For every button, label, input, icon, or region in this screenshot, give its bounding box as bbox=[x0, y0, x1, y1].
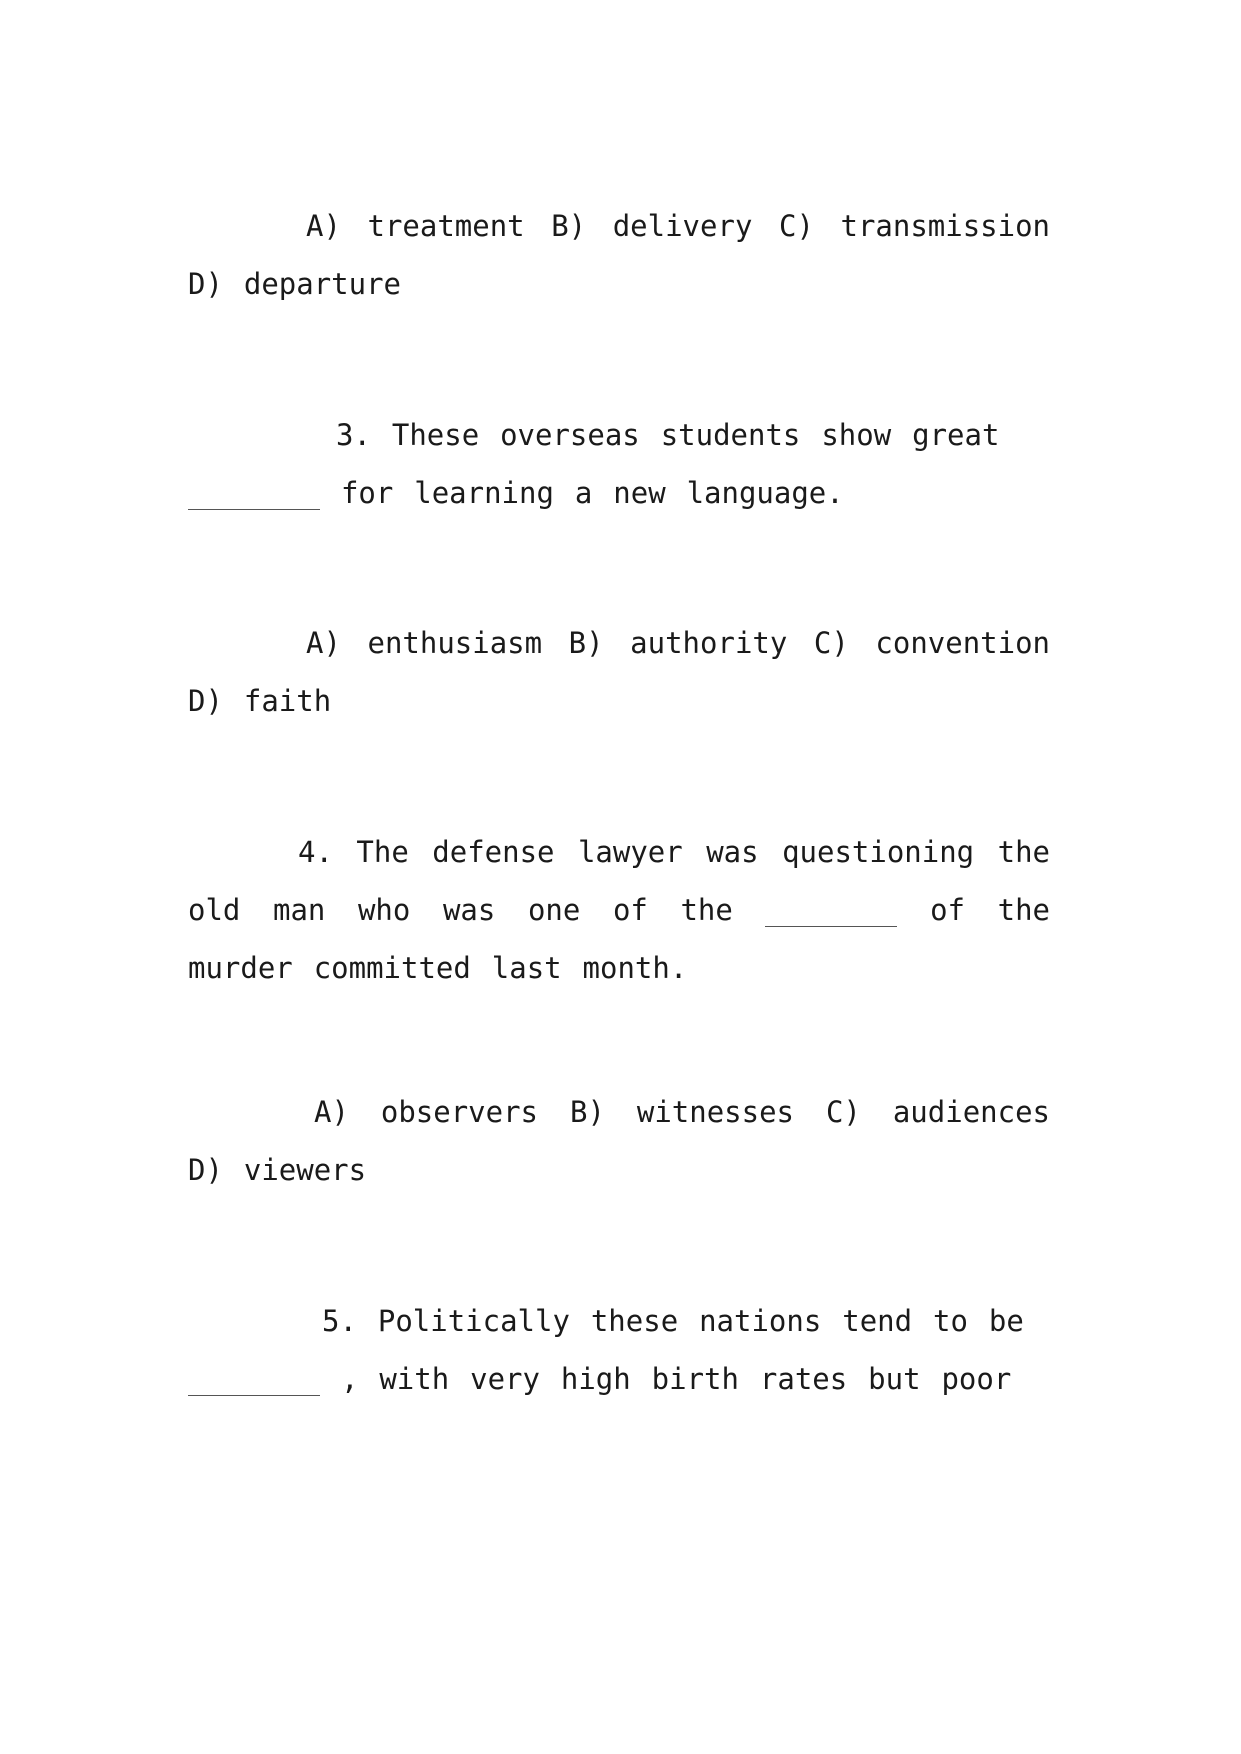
question-3-options: A) enthusiasm B) authority C) convention D) faith bbox=[188, 626, 1050, 718]
question-2-options: A) treatment B) delivery C) transmission D) departure bbox=[188, 209, 1050, 301]
question-5-stem bbox=[188, 1292, 1050, 1408]
answer-blank bbox=[188, 480, 320, 510]
question-4-options: A) observers B) witnesses C) audiences D) viewers bbox=[188, 1095, 1050, 1187]
question-4-text-after: of the murder committed last month. bbox=[188, 893, 1050, 985]
question-5-text-before: 5. Politically these nations tend to be bbox=[322, 1304, 1024, 1338]
answer-blank bbox=[188, 1366, 320, 1396]
question-5-text-after: , with very high birth rates but poor bbox=[320, 1362, 1012, 1396]
question-4-stem bbox=[188, 823, 1050, 997]
question-3-text-before: 3. These overseas students show great bbox=[336, 418, 1000, 452]
answer-blank bbox=[765, 897, 897, 927]
question-3-stem bbox=[188, 406, 1050, 522]
question-4-text-before: 4. The defense lawyer was questioning the old man who was one of the bbox=[188, 835, 1050, 927]
question-3-text-after: for learning a new language. bbox=[320, 476, 844, 510]
